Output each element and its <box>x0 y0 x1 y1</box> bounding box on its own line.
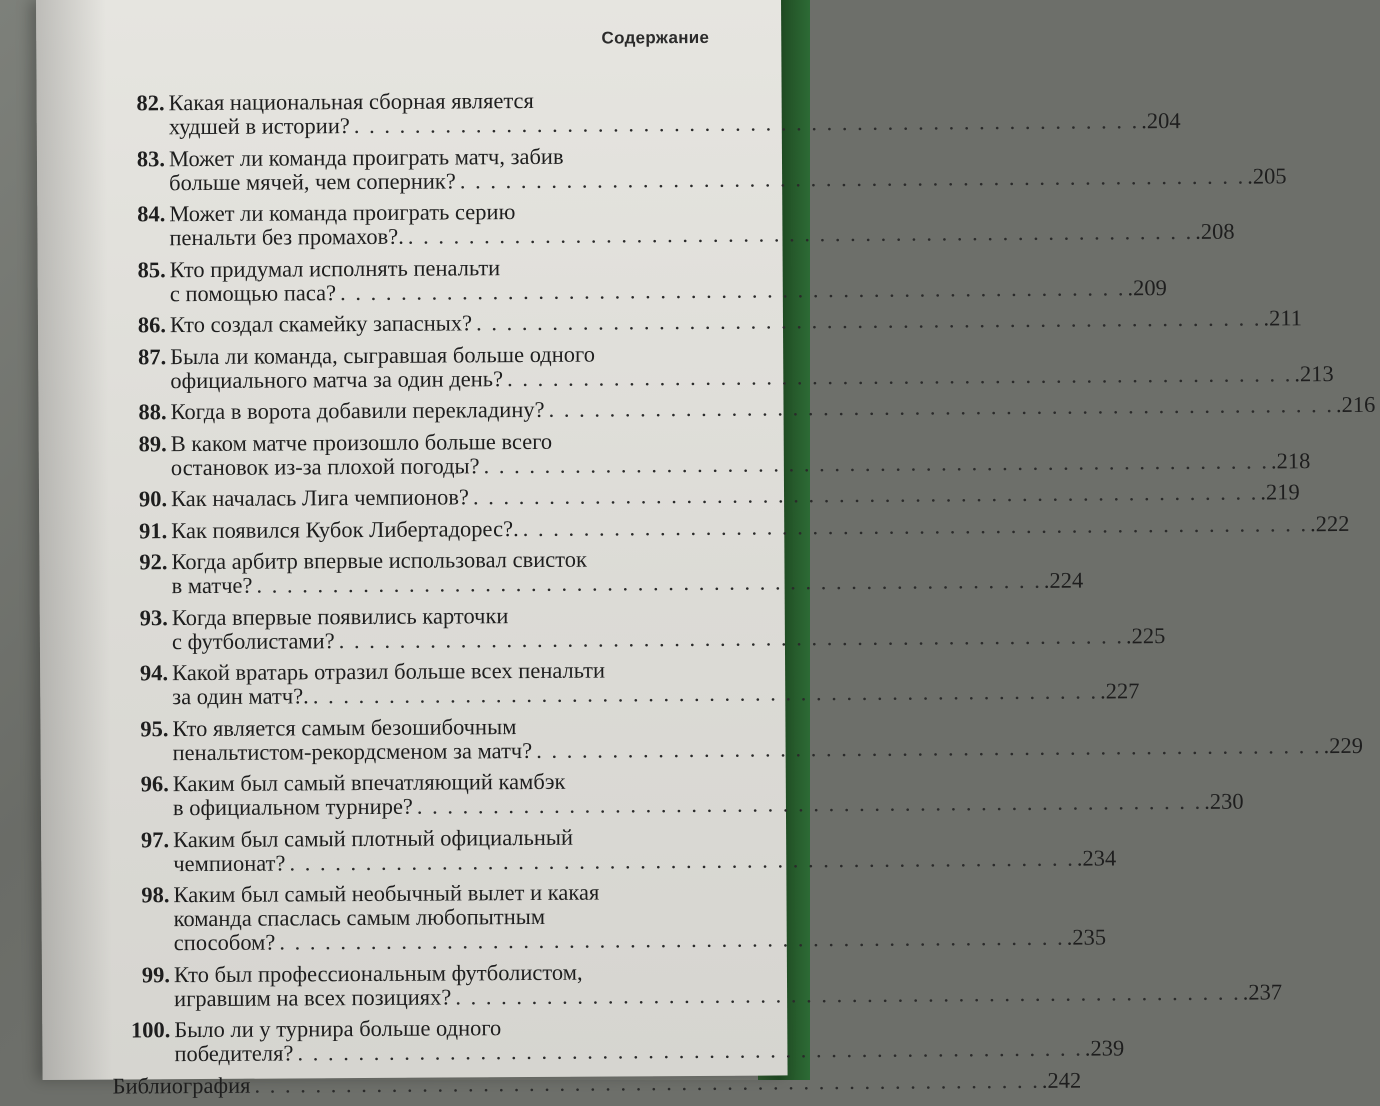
entry-title-tail: остановок из-за плохой погоды? <box>170 452 480 480</box>
entry-number: 82. <box>136 90 165 116</box>
dot-leader <box>408 220 1192 249</box>
page-number: .229 <box>1323 732 1363 758</box>
entry-title-tail: в официальном турнире? <box>172 793 413 821</box>
entry-number: 92. <box>139 549 168 575</box>
entry-title-tail: способом? <box>173 929 276 956</box>
toc-entry-99 <box>112 959 1283 1011</box>
entry-title-tail: официального матча за один день? <box>170 365 504 393</box>
dot-leader <box>536 734 1320 763</box>
page-number: .230 <box>1204 788 1244 814</box>
dot-leader <box>473 481 1257 510</box>
toc-entry-90 <box>109 479 1300 512</box>
entry-title-tail: победителя? <box>174 1040 294 1067</box>
entry-title-line: Может ли команда проиграть серию <box>169 199 516 227</box>
toc-entry-98 <box>111 879 1107 956</box>
entry-number: 90. <box>138 486 168 512</box>
toc-entry-84 <box>107 199 1235 251</box>
dot-leader <box>476 307 1260 336</box>
dot-leader <box>354 109 1138 138</box>
entry-title-line: Было ли у турнира больше одного <box>174 1015 502 1043</box>
dot-leader <box>254 1068 1038 1097</box>
entry-title-tail: с помощью паса? <box>169 279 337 306</box>
running-head: Содержание <box>601 27 710 48</box>
table-of-contents <box>107 87 1376 1106</box>
toc-entry-82 <box>107 87 1181 140</box>
toc-entry-88 <box>108 391 1376 425</box>
entry-title-line-2: команда спаслась самым любопытным <box>173 903 546 932</box>
toc-entry-96 <box>111 768 1244 821</box>
toc-entry-100 <box>112 1015 1125 1067</box>
entry-title-tail: Когда в ворота добавили перекладину? <box>170 396 545 425</box>
entry-title-line: Какая национальная сборная является <box>168 87 534 116</box>
toc-entry-92 <box>109 546 1084 599</box>
page-number: .222 <box>1309 510 1350 536</box>
entry-title-tail: игравшим на всех позициях? <box>174 983 452 1011</box>
entry-number: 93. <box>139 604 168 630</box>
entry-title-line: Кто придумал исполнять пенальти <box>169 254 501 282</box>
page-number: .218 <box>1270 447 1311 473</box>
entry-title-line: Каким был самый необычный вылет и какая <box>173 879 600 908</box>
entry-title-tail: Как появился Кубок Либертадорес?. <box>171 515 519 543</box>
entry-title-line: Каким был самый плотный официальный <box>173 824 574 852</box>
entry-title-tail: Как началась Лига чемпионов? <box>170 484 470 512</box>
entry-title-line: Когда впервые появились карточки <box>171 602 509 630</box>
entry-title-tail: чемпионат? <box>173 849 286 876</box>
entry-title-line: Каким был самый впечатляющий камбэк <box>172 768 566 797</box>
dot-leader <box>484 449 1268 478</box>
toc-entry-94 <box>110 657 1140 710</box>
toc-entry-97 <box>111 824 1117 876</box>
page-number: .208 <box>1195 218 1235 244</box>
page-number: .224 <box>1043 567 1084 593</box>
entry-number: 88. <box>138 399 167 425</box>
dot-leader <box>313 680 1097 709</box>
entry-title-line: Может ли команда проиграть матч, забив <box>168 143 564 171</box>
entry-number: 99. <box>141 961 171 987</box>
toc-entry-86 <box>108 305 1303 338</box>
dot-leader <box>455 980 1239 1009</box>
entry-title-line: Кто был профессиональным футболистом, <box>173 959 583 987</box>
bibliography-label: Библиография <box>112 1072 251 1099</box>
toc-entry-89 <box>109 428 1311 480</box>
entry-title-tail: пенальти без промахов?. <box>169 223 404 251</box>
page-number: .225 <box>1125 622 1166 648</box>
entry-number: 86. <box>137 312 167 338</box>
entry-title-line: Какой вратарь отразил больше всех пенальти <box>172 657 606 686</box>
dot-leader <box>289 846 1073 875</box>
entry-title-tail: Кто создал скамейку запасных? <box>169 310 473 338</box>
dot-leader <box>256 569 1040 598</box>
toc-entry-83 <box>107 143 1287 195</box>
page-number: .219 <box>1260 479 1300 505</box>
toc-entry-95 <box>110 713 1363 765</box>
entry-number: 98. <box>141 882 170 908</box>
entry-title-tail: больше мячей, чем соперник? <box>169 167 456 195</box>
dot-leader <box>507 362 1291 391</box>
entry-title-tail: за один матч?. <box>172 683 309 710</box>
entry-number: 85. <box>137 256 166 282</box>
book-page <box>36 0 1376 1099</box>
entry-title-line: Когда арбитр впервые использовал свисток <box>171 546 588 575</box>
entry-number: 100. <box>130 1017 171 1043</box>
dot-leader <box>297 1037 1081 1066</box>
entry-number: 83. <box>136 145 166 171</box>
page-number: .211 <box>1263 305 1303 331</box>
entry-title-tail: пенальтистом-рекордсменом за матч? <box>172 737 533 765</box>
entry-title-tail: с футболистами? <box>171 627 335 654</box>
toc-entry-87 <box>108 341 1334 393</box>
page-number: .227 <box>1100 678 1140 704</box>
entry-number: 89. <box>138 430 167 456</box>
entry-number: 91. <box>139 517 168 543</box>
page-number: .209 <box>1127 274 1167 300</box>
dot-leader <box>340 276 1124 305</box>
entry-number: 97. <box>140 826 170 852</box>
entry-number: 95. <box>140 715 169 741</box>
dot-leader <box>279 926 1063 955</box>
dot-leader <box>523 512 1307 541</box>
spine-shadow <box>36 0 113 1080</box>
toc-entry-bibliography <box>112 1067 1082 1099</box>
page-number: .239 <box>1084 1035 1125 1061</box>
entry-title-tail: в матче? <box>171 572 253 599</box>
page-number: .205 <box>1247 162 1287 189</box>
dot-leader <box>417 790 1201 819</box>
entry-number: 96. <box>140 771 169 797</box>
dot-leader <box>549 393 1333 422</box>
entry-title-line: Кто является самым безошибочным <box>172 713 517 741</box>
page-number: .234 <box>1076 844 1117 871</box>
page-number: .237 <box>1242 978 1283 1005</box>
page-number: .213 <box>1294 360 1334 386</box>
entry-number: 87. <box>137 343 167 369</box>
page-number: .204 <box>1141 108 1181 134</box>
toc-entry-93 <box>110 602 1166 654</box>
page-number: .242 <box>1041 1067 1082 1093</box>
page-number: .235 <box>1066 924 1107 950</box>
entry-title-line: Была ли команда, сыгравшая больше одного <box>170 341 595 369</box>
toc-entry-85 <box>108 254 1167 306</box>
entry-number: 84. <box>137 201 166 227</box>
dot-leader <box>339 624 1123 653</box>
toc-entry-91 <box>109 510 1350 543</box>
entry-number: 94. <box>139 660 169 686</box>
entry-title-tail: худшей в истории? <box>168 113 350 140</box>
dot-leader <box>460 164 1244 193</box>
page-number: .216 <box>1335 391 1376 418</box>
entry-title-line: В каком матче произошло больше всего <box>170 428 553 456</box>
